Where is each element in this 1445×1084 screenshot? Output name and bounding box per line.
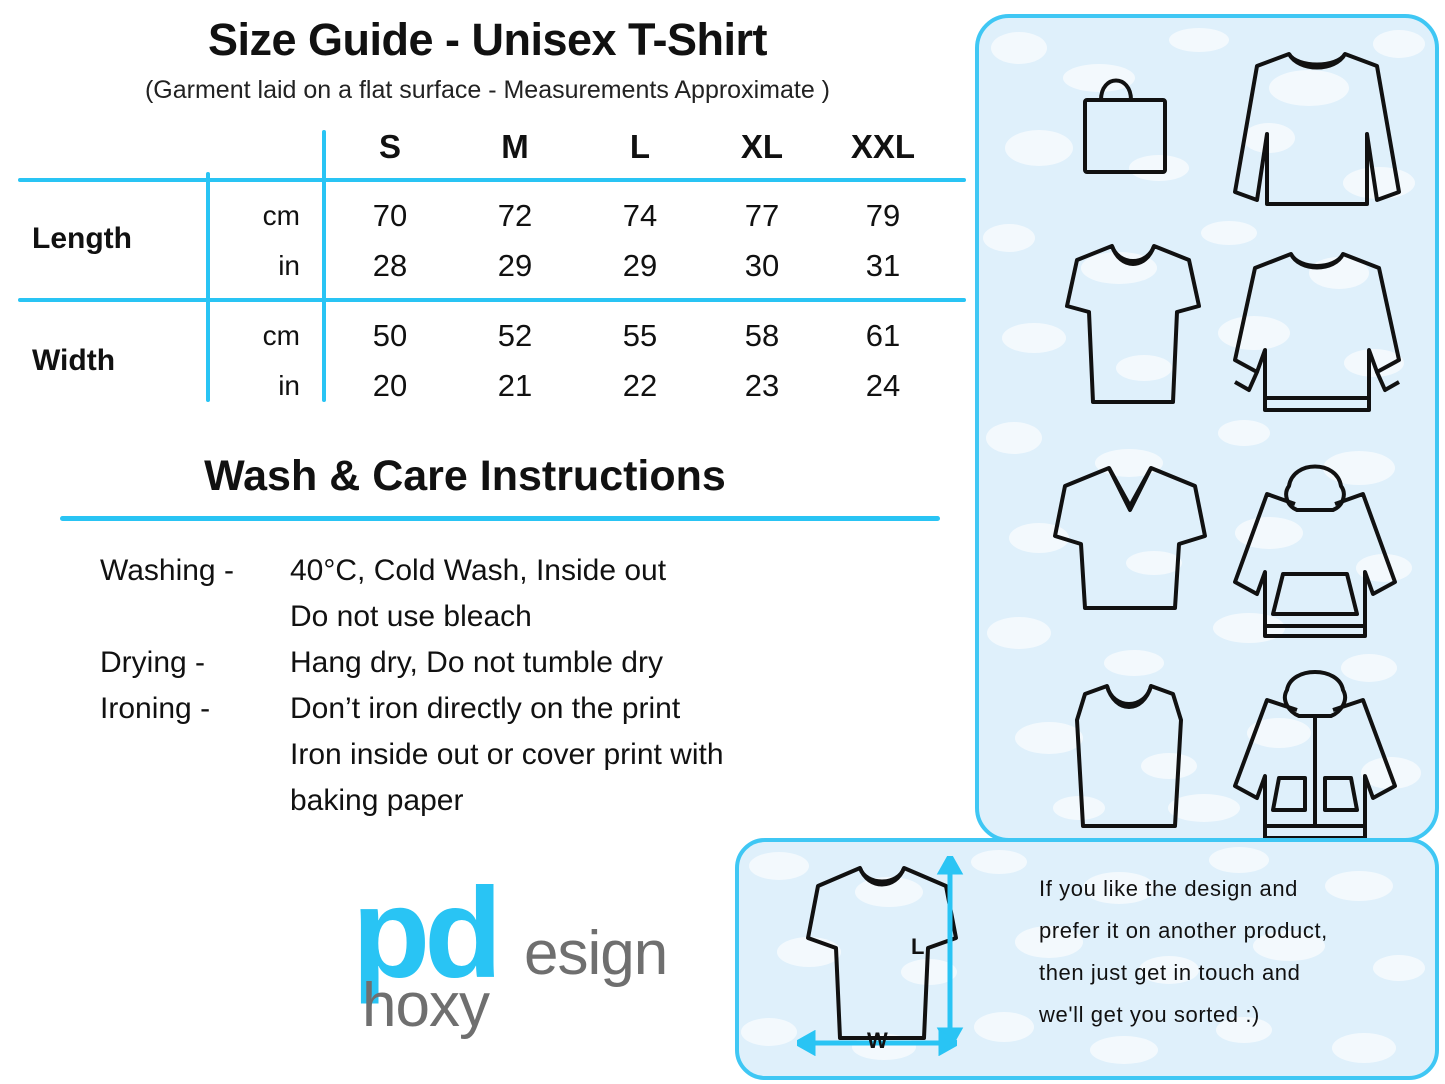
tank-top-icon bbox=[1063, 676, 1195, 836]
table-rule-vertical-right bbox=[322, 130, 326, 402]
size-value: 72 bbox=[497, 198, 533, 233]
size-value: 29 bbox=[622, 248, 658, 283]
size-value: 52 bbox=[497, 318, 533, 353]
size-value: 22 bbox=[622, 368, 658, 403]
length-label: L bbox=[911, 934, 925, 959]
size-column-header: XL bbox=[740, 128, 784, 165]
length-arrow bbox=[935, 856, 965, 1046]
size-value: 29 bbox=[497, 248, 533, 283]
size-column-header: M bbox=[501, 128, 529, 165]
zip-hoodie-icon bbox=[1223, 660, 1407, 846]
care-line: Don’t iron directly on the print bbox=[290, 692, 681, 725]
size-value: 74 bbox=[622, 198, 658, 233]
size-value: 23 bbox=[744, 368, 780, 403]
size-value: 61 bbox=[865, 318, 901, 353]
size-column-header: S bbox=[378, 128, 401, 165]
care-line: Hang dry, Do not tumble dry bbox=[290, 646, 663, 679]
garment-illustrations-panel bbox=[975, 14, 1439, 842]
promo-text bbox=[1039, 868, 1419, 1036]
unit-label: cm bbox=[262, 320, 300, 351]
unit-label: in bbox=[278, 250, 300, 281]
unit-label: cm bbox=[262, 200, 300, 231]
page-subtitle: (Garment laid on a flat surface - Measurements Approximate ) bbox=[144, 76, 830, 104]
size-value: 24 bbox=[865, 368, 901, 403]
care-line: 40°C, Cold Wash, Inside out bbox=[290, 554, 667, 587]
tote-bag-icon bbox=[1071, 54, 1179, 184]
care-values bbox=[290, 548, 930, 640]
care-line: Iron inside out or cover print with bbox=[290, 738, 724, 771]
wash-care-title: Wash & Care Instructions bbox=[204, 452, 726, 500]
row-label-width: Width bbox=[32, 344, 116, 377]
logo-d-glyph: d bbox=[424, 862, 497, 1005]
care-label: Ironing - bbox=[100, 692, 211, 725]
table-rule-middle bbox=[18, 298, 966, 302]
promo-line: then just get in touch and bbox=[1039, 960, 1301, 985]
width-label: W bbox=[867, 1028, 888, 1053]
care-item-washing bbox=[100, 548, 930, 640]
size-value: 30 bbox=[744, 248, 780, 283]
size-column-header: L bbox=[629, 128, 651, 165]
sweatshirt-icon bbox=[1227, 240, 1407, 420]
womens-tee-icon bbox=[1057, 236, 1207, 416]
size-column-header: XXL bbox=[850, 128, 916, 165]
unit-label: in bbox=[278, 370, 300, 401]
size-table bbox=[10, 122, 965, 422]
size-value: 58 bbox=[744, 318, 780, 353]
promo-line: we'll get you sorted :) bbox=[1039, 1002, 1260, 1027]
care-label: Drying - bbox=[100, 646, 206, 679]
promo-line: prefer it on another product, bbox=[1039, 918, 1328, 943]
table-rule-top bbox=[18, 178, 966, 182]
long-sleeve-shirt-icon bbox=[1227, 42, 1407, 212]
size-value: 55 bbox=[622, 318, 658, 353]
size-value: 79 bbox=[865, 198, 901, 233]
promo-line: If you like the design and bbox=[1039, 876, 1298, 901]
size-value: 50 bbox=[372, 318, 408, 353]
promo-panel bbox=[735, 838, 1439, 1080]
care-line: Do not use bleach bbox=[290, 600, 532, 633]
size-value: 21 bbox=[497, 368, 533, 403]
size-value: 31 bbox=[865, 248, 901, 283]
care-values bbox=[290, 640, 930, 686]
logo-hoxy-text: hoxy bbox=[362, 971, 489, 1040]
care-item-ironing bbox=[100, 686, 930, 824]
hoodie-icon bbox=[1223, 454, 1407, 646]
care-values bbox=[290, 686, 930, 824]
care-label: Washing - bbox=[100, 554, 234, 587]
care-line: baking paper bbox=[290, 784, 464, 817]
v-neck-tee-icon bbox=[1049, 458, 1211, 618]
care-item-drying bbox=[100, 640, 930, 686]
size-value: 20 bbox=[372, 368, 408, 403]
logo-p-glyph: p bbox=[352, 862, 425, 1005]
wash-care-underline bbox=[60, 516, 940, 521]
size-value: 77 bbox=[744, 198, 780, 233]
row-label-length: Length bbox=[32, 222, 132, 255]
size-value: 70 bbox=[372, 198, 408, 233]
brand-logo bbox=[352, 862, 692, 1050]
logo-esign-text: esign bbox=[524, 919, 668, 988]
page-title: Size Guide - Unisex T-Shirt bbox=[207, 14, 768, 65]
size-value: 28 bbox=[372, 248, 408, 283]
wash-care-list bbox=[100, 548, 930, 824]
